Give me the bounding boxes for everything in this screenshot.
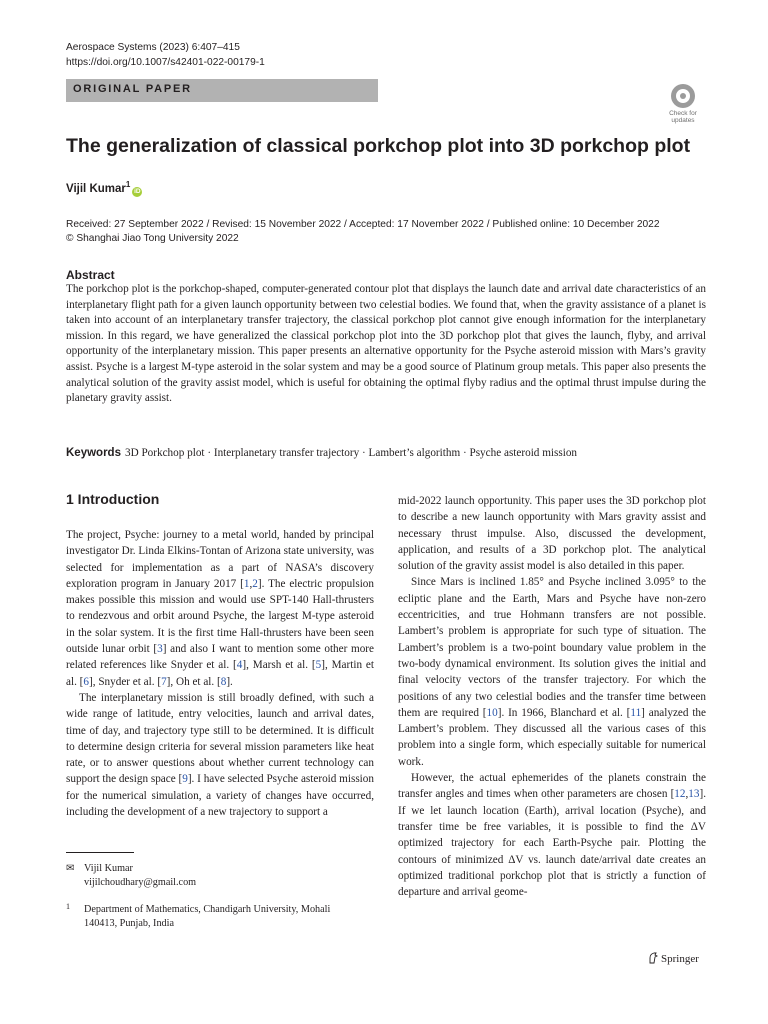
corresponding-author-email[interactable]: vijilchoudhary@gmail.com (84, 877, 197, 888)
affiliation-footnote (66, 900, 330, 931)
citation-link[interactable]: 13 (688, 788, 700, 801)
keywords-text: 3D Porkchop plot · Interplanetary transfer trajectory · Lambert’s algorithm · Psyche asteroid mission (124, 447, 578, 459)
intro-paragraph-2: The interplanetary mission is still broadly defined, with such a wide range of latitude, entry velocities, launch and arrival dates, time of day, and trajectory type still to be determined. It is difficult to determine design criteria for several mission parameters like heat rate, or to answer questions about whether current technology can support the design space [9]. I have selected Psyche asteroid mission for the numerical simulation, a variety of changes have occurred, including the development of a new trajectory to support a (66, 691, 374, 819)
intro-paragraph-1: The project, Psyche: journey to a metal world, handed by principal investigator Dr. Linda Elkins-Tontan of Arizona state university, was selected for implementation as a part of NASA’s discovery exploration program in January 2017 [1,2]. The electric propulsion makes possible this mission and would use SPT-140 Hall-thrusters to rendezvous and orbit around Psyche, the largest M-type asteroid in the solar system. It is the first time Hall-thrusters have been seen outside lunar orbit [3] and also I want to mention some other more related references like Snyder et al. [4], Marsh et al. [5], Martin et al. [6], Snyder et al. [7], Oh et al. [8]. (66, 529, 375, 688)
history-dates: Received: 27 September 2022 / Revised: 15 November 2022 / Accepted: 17 November 2022 / Published online: 10 December 2022 (66, 219, 660, 230)
citation-link[interactable]: 1 (243, 577, 250, 590)
affiliation-line-2: 140413, Punjab, India (84, 918, 174, 929)
citation-link[interactable]: 2 (252, 577, 258, 590)
keywords-heading: Keywords (66, 447, 121, 459)
citation-link[interactable]: 3 (157, 643, 163, 656)
citation-link[interactable]: 11 (630, 706, 642, 719)
doi-link[interactable]: https://doi.org/10.1007/s42401-022-00179-1 (66, 57, 265, 68)
article-type-band (66, 79, 378, 102)
affiliation-number: 1 (66, 902, 70, 911)
keywords-line (66, 446, 716, 461)
copyright-line: © Shanghai Jiao Tong University 2022 (66, 233, 239, 244)
abstract-text: The porkchop plot is the porkchop-shaped, computer-generated contour plot that displays the launch date and arrival date characteristics of an interplanetary flight path for a given launch opportunity between two celestial bodies. We found that, when the gravity assistance of a planet is taken into account of an interplanetary transfer trajectory, the classical porkchop plot cannot give enough information for the interplanetary mission. In this regard, we have generalized the classical porkchop plot into the 3D porkchop plot that gives the launch, flyby, and arrival opportunity of the interplanetary mission. This paper presents an alternative opportunity for the Psyche asteroid mission with Mars’s gravity assist. Psyche is a largest M-type asteroid in the solar system and may be a good source of Platinum group metals. This paper also presents the analytical solution of the gravity assist model, which is useful for obtaining the optimal flyby radius and the optimal thrust impulse during the planetary gravity assist. (66, 283, 706, 405)
check-for-updates-badge[interactable] (664, 84, 702, 124)
article-type-label: ORIGINAL PAPER (73, 83, 192, 95)
citation-link[interactable]: 9 (182, 773, 188, 786)
author-affiliation-mark: 1 (125, 180, 131, 189)
citation-link[interactable]: 10 (486, 706, 498, 719)
footnote-rule (66, 852, 134, 853)
journal-header (66, 40, 265, 70)
citation-link[interactable]: 8 (220, 675, 227, 688)
publisher-logo (648, 952, 699, 965)
citation-link[interactable]: 7 (161, 675, 167, 688)
envelope-icon: ✉ (66, 863, 75, 874)
springer-horse-icon (648, 952, 658, 964)
corresponding-author-name: Vijil Kumar (84, 863, 133, 874)
right-column (398, 493, 706, 900)
publisher-name: Springer (661, 953, 699, 965)
citation-link[interactable]: 4 (236, 659, 243, 672)
author-line (66, 180, 142, 197)
intro-paragraph-5: However, the actual ephemerides of the planets constrain the transfer angles and times when other parameters are chosen [12,13]. If we let launch location (Earth), arrival location (Psyche), and transfer time be free variables, it is possible to find the ΔV optimized trajectory for each Earth-Psyche pair. Plotting the contours of minimized ΔV vs. launch date/arrival date creates an optimized traditional porkchop plot that is strictly a function of departure and arrival geome- (398, 772, 706, 899)
check-updates-icon (671, 84, 695, 108)
intro-paragraph-3: mid-2022 launch opportunity. This paper uses the 3D porkchop plot to describe a new launch opportunity with Mars gravity assist and necessary thrust impulse. Also, discussed the development, application, and results of a 3D porkchop plot. The analytical solution of the gravity assist model is also detailed in this paper. (398, 495, 706, 573)
intro-paragraph-4: Since Mars is inclined 1.85° and Psyche inclined 3.095° to the ecliptic plane and the Earth, Mars and Psyche have non-zero eccentricities, and true Hohmann transfers are not possible. Lambert’s problem is appropriate for such type of situation. The Lambert’s problem is a two-point boundary value problem in the two-body dynamical environment. Its solution gives the initial and final velocity vectors of the transfer trajectory. For which the positions of any two celestial bodies and the transfer time between them are required [10]. In 1966, Blanchard et al. [11] analyzed the Lambert’s problem. They discussed all the various cases of this problem into a single form, which especially suitable for numerical work. (398, 576, 706, 768)
citation-link[interactable]: 5 (315, 659, 322, 672)
section-heading: 1 Introduction (66, 491, 160, 507)
check-updates-line2: updates (671, 117, 695, 124)
abstract-heading: Abstract (66, 268, 115, 282)
citation-link[interactable]: 6 (83, 675, 89, 688)
orcid-icon[interactable]: iD (134, 187, 141, 195)
corresponding-author-footnote (66, 862, 196, 890)
check-updates-line1: Check for (669, 110, 697, 117)
author-name[interactable]: Vijil Kumar (66, 182, 126, 195)
paper-title: The generalization of classical porkchop plot into 3D porkchop plot (66, 135, 691, 157)
publication-history (66, 218, 660, 246)
journal-citation: Aerospace Systems (2023) 6:407–415 (66, 42, 240, 53)
citation-link[interactable]: 12 (674, 788, 686, 801)
left-column (66, 527, 374, 820)
affiliation-line-1: Department of Mathematics, Chandigarh University, Mohali (84, 904, 331, 915)
